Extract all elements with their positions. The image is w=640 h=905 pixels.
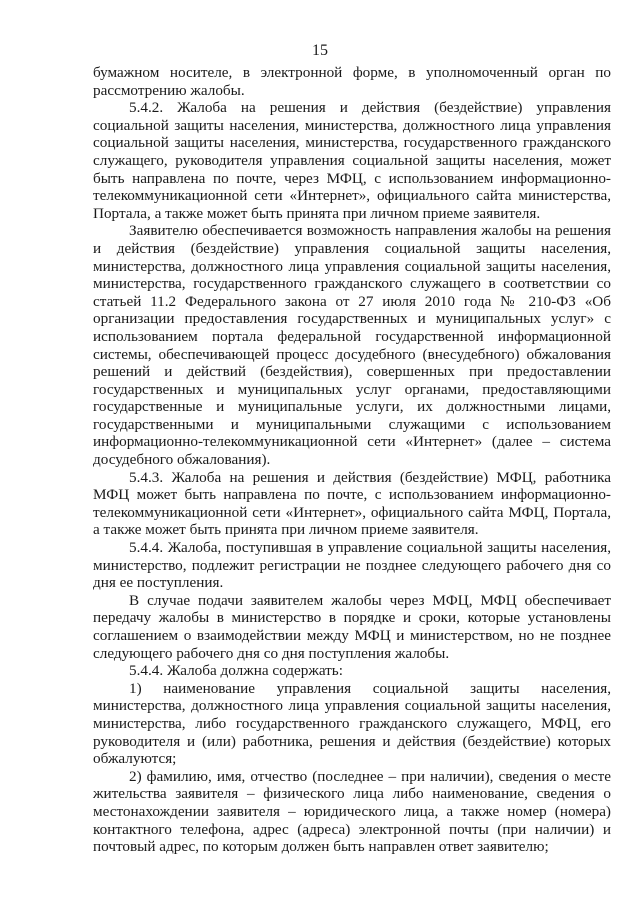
paragraph-5-4-3: 5.4.3. Жалоба на решения и действия (бездействие) МФЦ, работника МФЦ может быть направлена по почте, с использованием информационно-телекоммуникационной сети «Интернет», официального сайта МФЦ, Портала, а также может быть принята при личном приеме заявителя. bbox=[93, 468, 611, 539]
paragraph-5-4-4-contents-heading: 5.4.4. Жалоба должна содержать: bbox=[129, 662, 343, 680]
list-item-1: 1) наименование управления социальной защиты населения, министерства, должностного лица управления социальной защиты населения, министерства, либо государственного гражданского служащего, МФЦ, его руководителя и (или) работника, решения и действия (бездействие) которых обжалуются; bbox=[93, 679, 611, 768]
list-item-2: 2) фамилию, имя, отчество (последнее – при наличии), сведения о месте жительства заявителя – физического лица либо наименование, сведения о местонахождении заявителя – юридического лица, а также номер (номера) контактного телефона, адрес (адреса) электронной почты (при наличии) и почтовый адрес, по которым должен быть направлен ответ заявителю; bbox=[93, 767, 611, 856]
paragraph-5-4-2: 5.4.2. Жалоба на решения и действия (бездействие) управления социальной защиты населения, министерства, должностного лица управления социальной защиты населения, министерства, государственного гражданского служащего, руководителя управления социальной защиты населения, может быть направлена по почте, через МФЦ, с использованием информационно-телекоммуникационной сети «Интернет», официального сайта министерства, Портала, а также может быть принята при личном приеме заявителя. bbox=[93, 99, 611, 222]
paragraph-continuation: бумажном носителе, в электронной форме, в уполномоченный орган по рассмотрению жалобы. bbox=[93, 64, 611, 99]
paragraph-mfc-transfer: В случае подачи заявителем жалобы через МФЦ, МФЦ обеспечивает передачу жалобы в министерство в порядке и сроки, которые установлены соглашением о взаимодействии между МФЦ и министерством, но не позднее следующего рабочего дня со дня поступления жалобы. bbox=[93, 591, 611, 662]
document-body bbox=[93, 64, 611, 856]
paragraph-5-4-4-registration: 5.4.4. Жалоба, поступившая в управление социальной защиты населения, министерство, подлежит регистрации не позднее следующего рабочего дня со дня ее поступления. bbox=[93, 539, 611, 592]
paragraph-pretrial-appeal-system: Заявителю обеспечивается возможность направления жалобы на решения и действия (бездействие) управления социальной защиты населения, министерства, должностного лица управления социальной защиты населения, министерства, государственного гражданского служащего в соответствии со статьей 11.2 Федерального закона от 27 июля 2010 года № 210-ФЗ «Об организации предоставления государственных и муниципальных услуг» с использованием портала федеральной государственной информационной системы, обеспечивающей процесс досудебного (внесудебного) обжалования решений и действий (бездействия), совершенных при предоставлении государственных и муниципальных услуг органами, предоставляющими государственные и муниципальные услуги, их должностными лицами, государственными и муниципальными служащими с использованием информационно-телекоммуникационной сети «Интернет» (далее – система досудебного обжалования). bbox=[93, 222, 611, 469]
page-number: 15 bbox=[312, 42, 328, 59]
